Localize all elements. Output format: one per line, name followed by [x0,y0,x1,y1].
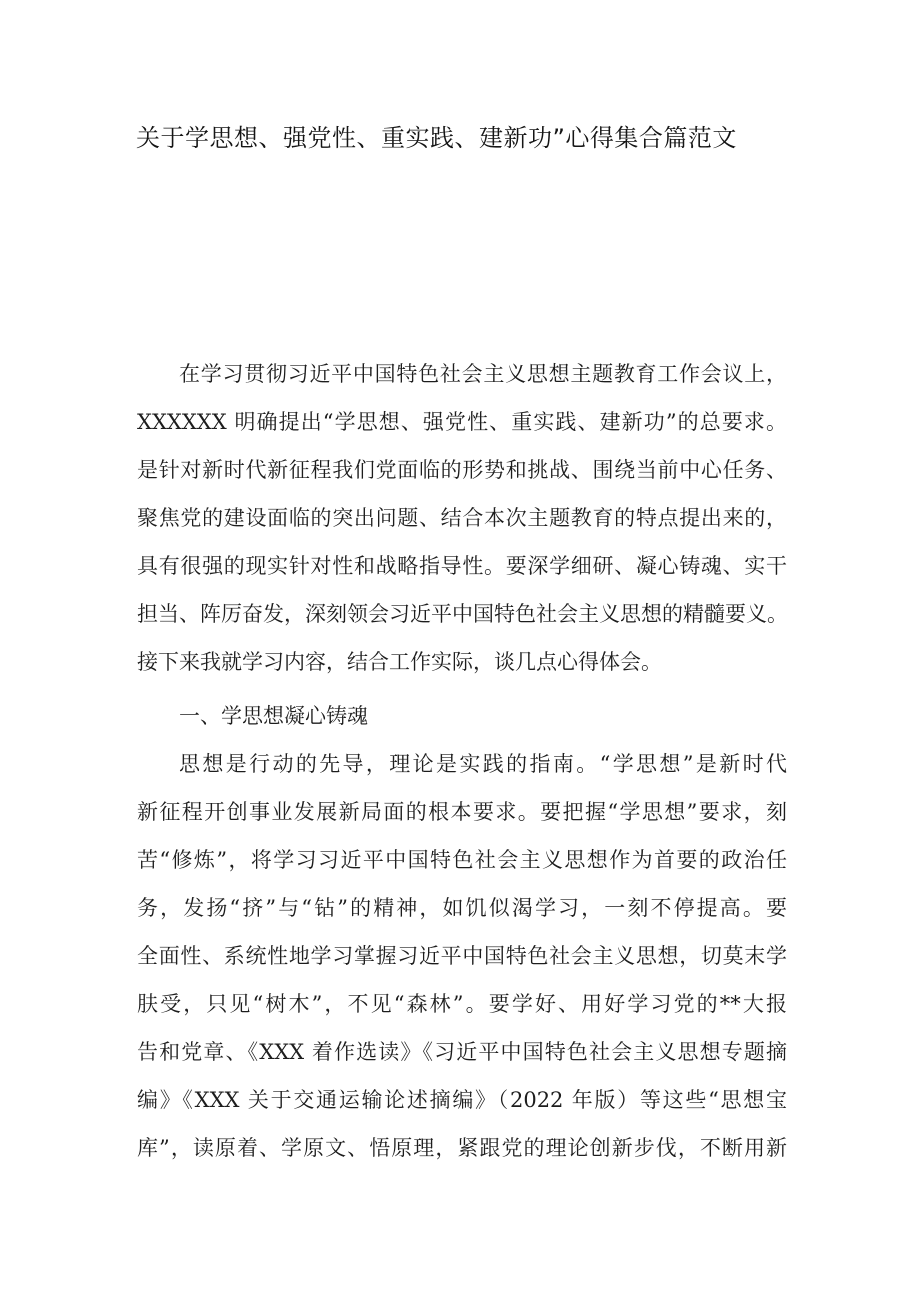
paragraph-line: 肤受，只见“树木”，不见“森林”。要学好、用好学习党的**大报 [137,992,787,1016]
section-heading: 一、学思想凝心铸魂 [179,704,368,728]
paragraph-line: 告和党章、《XXX 着作选读》《习近平中国特色社会主义思想专题摘 [137,1040,787,1064]
document-body [137,350,787,1172]
paragraph-line: 库”，读原着、学原文、悟原理，紧跟党的理论创新步伐，不断用新 [137,1136,787,1160]
document-title: 关于学思想、强党性、重实践、建新功”心得集合篇范文 [136,124,737,152]
paragraph-line: 新征程开创事业发展新局面的根本要求。要把握“学思想”要求，刻 [137,800,787,824]
paragraph-line: 是针对新时代新征程我们党面临的形势和挑战、围绕当前中心任务、 [137,458,787,482]
paragraph-line: 编》《XXX 关于交通运输论述摘编》（2022 年版）等这些“思想宝 [137,1088,787,1112]
paragraph-line: 聚焦党的建设面临的突出问题、结合本次主题教育的特点提出来的， [137,506,787,530]
paragraph-line: 务，发扬“挤”与“钻”的精神，如饥似渴学习，一刻不停提高。要 [137,896,787,920]
paragraph-line: 在学习贯彻习近平中国特色社会主义思想主题教育工作会议上， [179,362,787,386]
paragraph-line: XXXXXX 明确提出“学思想、强党性、重实践、建新功”的总要求。 [137,410,787,434]
section-paragraph [137,740,787,1172]
paragraph-line: 接下来我就学习内容，结合工作实际，谈几点心得体会。 [137,650,662,674]
paragraph-line: 全面性、系统性地学习掌握习近平中国特色社会主义思想，切莫末学 [137,944,787,968]
intro-paragraph [137,350,787,686]
paragraph-line: 具有很强的现实针对性和战略指导性。要深学细研、凝心铸魂、实干 [137,554,787,578]
paragraph-line: 担当、阵厉奋发，深刻领会习近平中国特色社会主义思想的精髓要义。 [137,602,788,626]
paragraph-line: 思想是行动的先导，理论是实践的指南。“学思想”是新时代 [179,752,787,776]
paragraph-line: 苦“修炼”，将学习习近平中国特色社会主义思想作为首要的政治任 [137,848,787,872]
